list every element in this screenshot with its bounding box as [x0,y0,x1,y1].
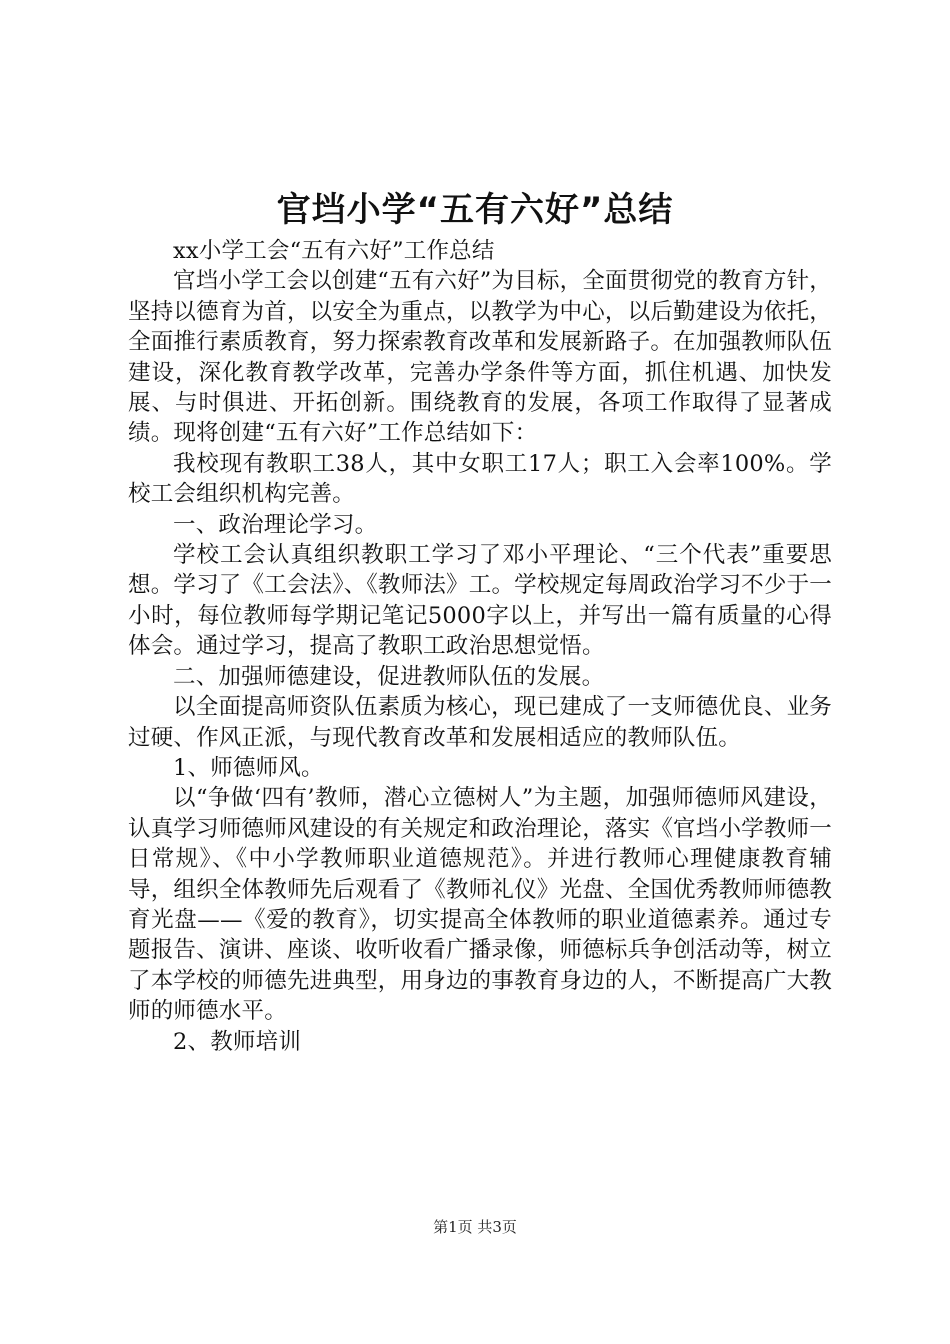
page-footer: 第1页 共3页 [433,1218,517,1236]
paragraph-staff-count: 我校现有教职工38人，其中女职工17人；职工入会率100%。学校工会组织机构完善。 [128,450,832,508]
document-body [128,236,832,1057]
paragraph-intro: 官垱小学工会以创建“五有六好”为目标，全面贯彻党的教育方针，坚持以德育为首，以安全为重点，以教学为中心，以后勤建设为依托，全面推行素质教育，努力探索教育改革和发展新路子。在加强教师队伍建设，深化教育教学改革，完善办学条件等方面，抓住机遇、加快发展、与时俱进、开拓创新。围绕教育的发展，各项工作取得了显著成绩。现将创建“五有六好”工作总结如下： [128,268,833,447]
paragraph-political-study: 学校工会认真组织教职工学习了邓小平理论、“三个代表”重要思想。学习了《工会法》、《教师法》工。学校规定每周政治学习不少于一小时，每位教师每学期记笔记5000字以上，并写出一篇有质量的心得体会。通过学习，提高了教职工政治思想觉悟。 [128,542,832,660]
section-heading-political-study: 一、政治理论学习。 [173,511,378,538]
paragraph-subtitle: xx小学工会“五有六好”工作总结 [173,238,495,264]
paragraph-teacher-team: 以全面提高师资队伍素质为核心，现已建成了一支师德优良、业务过硬、作风正派，与现代教育改革和发展相适应的教师队伍。 [128,694,832,751]
section-heading-teacher-ethics: 二、加强师德建设，促进教师队伍的发展。 [173,663,605,690]
document-title: 官垱小学“五有六好”总结 [276,190,674,230]
subsection-heading-training: 2、教师培训 [173,1028,302,1055]
paragraph-ethics: 以“争做‘四有’教师，潜心立德树人”为主题，加强师德师风建设，认真学习师德师风建设的有关规定和政治理论，落实《官垱小学教师一日常规》、《中小学教师职业道德规范》。并进行教师心理健康教育辅导，组织全体教师先后观看了《教师礼仪》光盘、全国优秀教师师德教育光盘——《爱的教育》，切实提高全体教师的职业道德素养。通过专题报告、演讲、座谈、收听收看广播录像，师德标兵争创活动等，树立了本学校的师德先进典型，用身边的事教育身边的人，不断提高广大教师的师德水平。 [128,785,832,1025]
subsection-heading-ethics: 1、师德师风。 [173,754,324,781]
